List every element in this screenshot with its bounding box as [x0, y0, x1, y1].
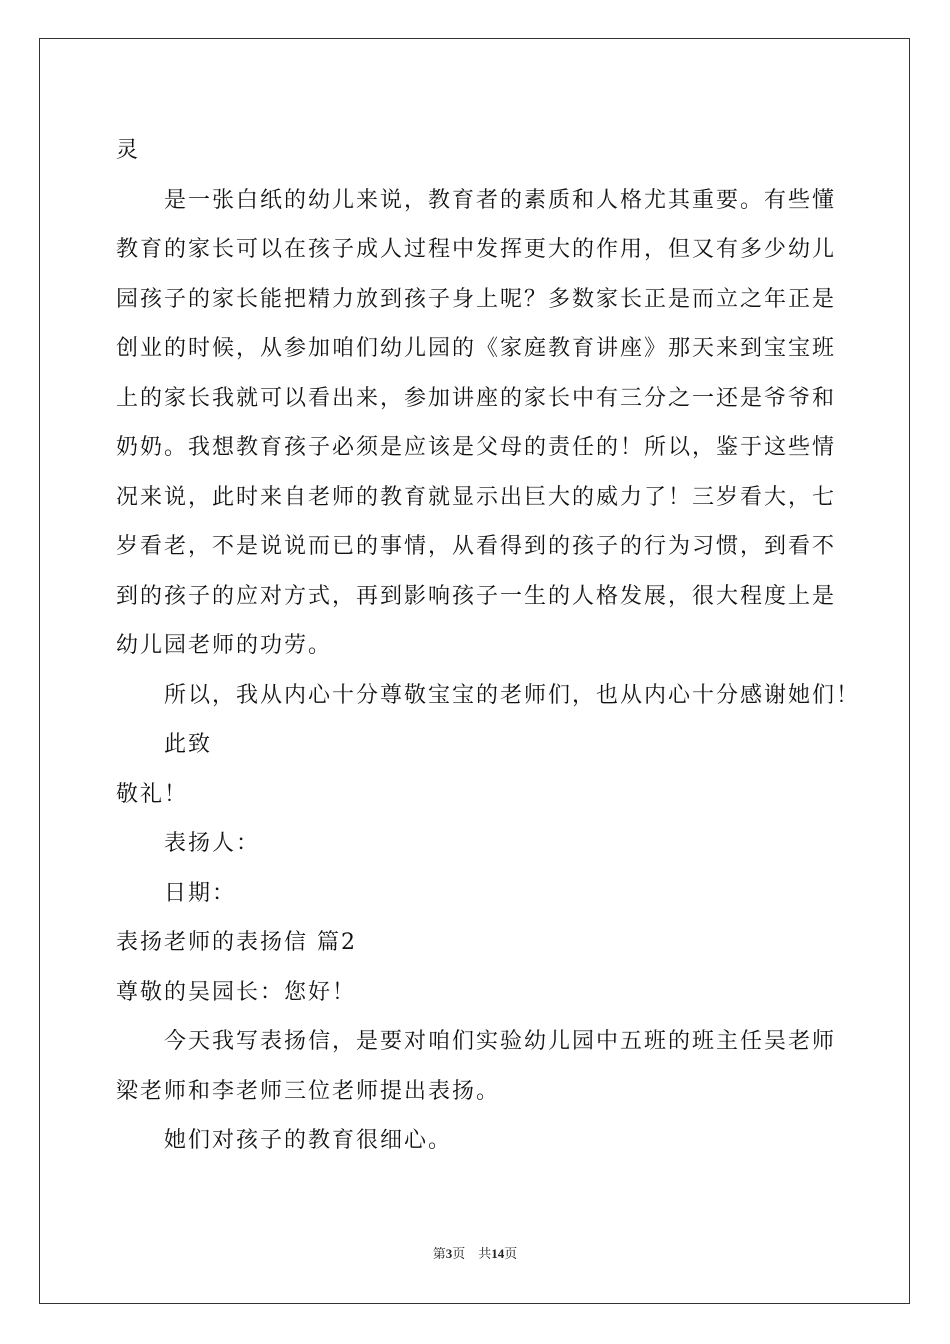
text-line-1: 灵	[116, 138, 141, 163]
signature-label: 表扬人：	[164, 831, 261, 856]
text-line-7: 奶奶。我想教育孩子必须是应该是父母的责任的！所以，鉴于这些情	[116, 435, 837, 460]
text-line-2: 是一张白纸的幼儿来说，教育者的素质和人格尤其重要。有些懂	[164, 187, 837, 213]
text-line-6: 上的家长我就可以看出来，参加讲座的家长中有三分之一还是爷爷和	[116, 385, 837, 411]
text-line-21: 她们对孩子的教育很细心。	[164, 1128, 453, 1153]
document-body	[116, 126, 861, 1166]
text-line-11: 幼儿园老师的功劳。	[116, 633, 333, 658]
page-footer	[0, 1243, 950, 1262]
page-prefix: 第	[432, 1246, 446, 1261]
section-heading: 表扬老师的表扬信 篇2	[116, 930, 357, 955]
text-line-8: 况来说，此时来自老师的教育就显示出巨大的威力了！三岁看大，七	[116, 484, 837, 510]
text-line-20: 梁老师和李老师三位老师提出表扬。	[116, 1078, 501, 1104]
text-line-12: 所以，我从内心十分尊敬宝宝的老师们，也从内心十分感谢她们！	[164, 682, 861, 708]
text-line-3: 教育的家长可以在孩子成人过程中发挥更大的作用，但又有多少幼儿	[116, 237, 837, 262]
letter-greeting: 尊敬的吴园长：您好！	[116, 979, 357, 1005]
closing-respect: 敬礼！	[116, 781, 189, 807]
date-label: 日期：	[164, 880, 237, 906]
text-line-19: 今天我写表扬信，是要对咱们实验幼儿园中五班的班主任吴老师	[164, 1029, 837, 1054]
text-line-9: 岁看老，不是说说而已的事情，从看得到的孩子的行为习惯，到看不	[116, 534, 837, 559]
total-suffix: 页	[504, 1246, 518, 1261]
page-suffix: 页	[452, 1246, 466, 1261]
text-line-10: 到的孩子的应对方式，再到影响孩子一生的人格发展，很大程度上是	[116, 583, 837, 609]
page-total: 14	[491, 1246, 505, 1261]
closing-salutation: 此致	[164, 732, 213, 757]
page-current: 3	[445, 1246, 453, 1261]
total-prefix: 共	[478, 1246, 492, 1261]
text-line-4: 园孩子的家长能把精力放到孩子身上呢？多数家长正是而立之年正是	[116, 286, 837, 312]
text-line-5: 创业的时候，从参加咱们幼儿园的《家庭教育讲座》那天来到宝宝班	[116, 336, 837, 361]
